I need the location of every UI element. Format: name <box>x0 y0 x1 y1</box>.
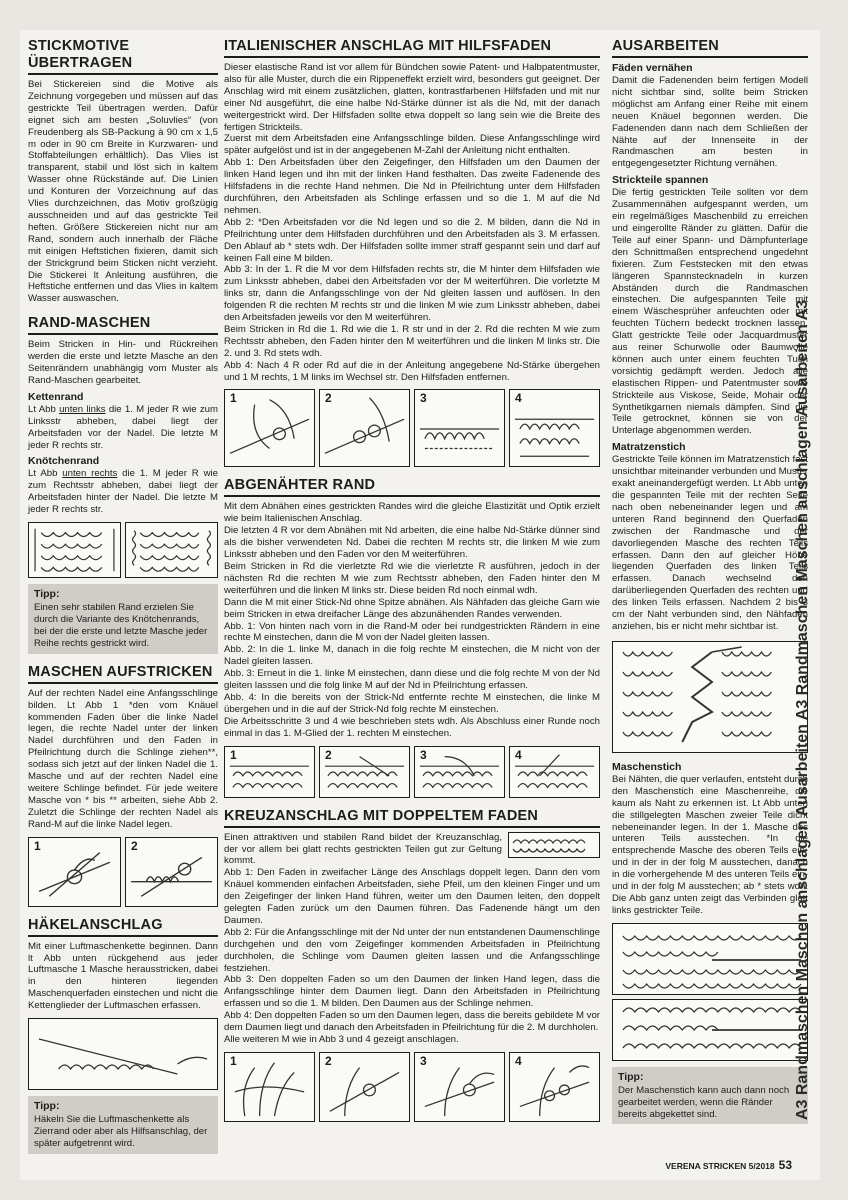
abgenaeht-step-2: 2 <box>319 746 410 798</box>
haekel-illustration <box>28 1018 218 1090</box>
maschenstich-illustration-2 <box>612 999 808 1061</box>
aufstricken-step-2: 2 <box>125 837 218 907</box>
subheading: Matratzenstich <box>612 441 686 454</box>
paragraph: Dann die M mit einer Stick-Nd ohne Spitze abnähen. Als Nähfaden das gleiche Garn wie beim Stricken in etwa dreifacher Länge des abzunähenden Randes verwenden. <box>224 596 600 620</box>
section-aufstricken <box>28 664 218 907</box>
tip-box: Tipp: Häkeln Sie die Luftmaschenkette als Zierrand oder aber als Hilfsanschlag, der später aufgetrennt wird. <box>28 1096 218 1154</box>
section-text: Mit einer Luftmaschenkette beginnen. Dann lt Abb unten rückgehend aus jeder Luftmasche 1 Masche herausstricken, dabei in den hinteren liegenden Maschenquerfaden einstechen und nicht die Kettenglieder der Luftmaschen erfassen. <box>28 940 218 1012</box>
section-text: Beim Stricken in Hin- und Rückreihen werden die erste und letzte Masche an den Seitenrändern unabhängig vom Muster als Rand-Maschen gearbeitet. <box>28 339 218 386</box>
page-footer <box>665 1158 792 1172</box>
kreuzanschlag-step-3: 3 <box>414 1052 505 1122</box>
paragraph: Abb 4: Den doppelten Faden so um den Daumen legen, dass die bereits gebildete M vor dem Daumen liegt und danach den Arbeitsfaden in Pfeilrichtung für die 2. M durchholen. <box>224 1010 600 1034</box>
subheading: Knötchenrand <box>28 455 100 468</box>
page-number: 53 <box>778 1158 792 1172</box>
tip-text: Häkeln Sie die Luftmaschenkette als Zierrand oder aber als Hilfsanschlag, der später aufgetrennt wird. <box>34 1114 208 1149</box>
aufstricken-illustrations <box>28 837 218 907</box>
tip-text: Der Maschenstich kann auch dann noch gearbeitet werden, wenn die Ränder bereits abgekettet sind. <box>618 1084 790 1120</box>
right-column <box>612 38 808 1124</box>
subsection-text: Lt Abb unten links die 1. M jeder R wie zum Linksstr abheben, dabei liegt der Arbeitsfaden vor der Nadel. Die letzte M jeder R rechts str. <box>28 403 218 451</box>
paragraph: Abb 1: Den Arbeitsfaden über den Zeigefinger, den Hilfsfaden um den Daumen der linken Hand legen und ihn mit der linken Hand festhalten. Das zweite Fadenende des Hilfsfadens in die rechte Hand nehmen. Die Nd in Pfeilrichtung unter dem Hilfsfaden durchführen, den Arbeitsfaden als Schlinge erfassen und so die 1. M auf die Nd nehmen. <box>224 157 600 216</box>
subheading: Maschenstich <box>612 760 682 773</box>
paragraph: Beim Stricken in Rd die vierletzte Rd wie die vierletzte R ausführen, jedoch in der nächsten Rd die rechten M wie zum Rechtsstr abheben, den Faden hinter den M weiterführen und die linken M links str. Diese beiden Rd noch einmal wdh. <box>224 561 600 596</box>
section-text: Bei Stickereien sind die Motive als Zeichnung vorgegeben und müssen auf das gestrickte Teil übertragen werden. Dafür eignet sich am besten „Soluvlies“ (von Freudenberg als SB-Packung à 90 cm x 1,5 m oder in 90 cm Breite in Kurzwaren- und Stoffabteilungen erhältlich). Das Vlies ist transparent, stabil und löst sich in kaltem Wasser ohne Rückstände auf. Die Linien und Konturen der Vorzeichnung auf das Vlies durchzeichnen, das Motiv großzügig ausschneiden und auf das gestrickte Teil heften. Größere Stickereien nicht nur am Rand, sondern auch innerhalb der Fläche mit einigen Heftstichen fixieren, damit sich der Strickgrund beim Sticken nicht verzieht. Die Stickerei lt Anleitung ausführen, die Heftstiche entfernen und das Vlies in kaltem Wasser auswaschen. <box>28 79 218 305</box>
section-randmaschen <box>28 315 218 654</box>
middle-column <box>224 38 600 1132</box>
paragraph: Zuerst mit dem Arbeitsfaden eine Anfangsschlinge bilden. Diese Anfangsschlinge wird später aufgelöst und ist in der angegebenen M-Zahl der Anleitung nicht enthalten. <box>224 133 600 157</box>
italienisch-step-4: 4 <box>509 389 600 467</box>
abgenaeht-step-3: 3 <box>414 746 505 798</box>
paragraph: Beim Stricken in Rd die 1. Rd wie die 1. R str und in der 2. Rd die rechten M wie zum Rechtsstr abheben, den Faden hinter den M weiterführen und die linken M links str. Die 2. und 3. Rd stets wdh. <box>224 323 600 359</box>
abgenaeht-step-1: 1 <box>224 746 315 798</box>
paragraph: Abb 3: In der 1. R die M vor dem Hilfsfaden rechts str, die M hinter dem Hilfsfaden wie zum Linksstr abheben, dabei den Arbeitsfaden vor der M weiterführen. Die vorletzte M links str, dann die Anfangsschlinge von der Nd gleiten lassen und auflösen. In den folgenden R die rechten M rechts str und die linken M wie zum Linksstr abheben, dabei den Arbeitsfaden jeweils vor den M weiterführen. <box>224 264 600 324</box>
paragraph: Abb 3: Den doppelten Faden so um den Daumen der linken Hand legen, dass die Anfangsschlinge hinter dem Daumen liegt. Dann den Arbeitsfaden in Pfeilrichtung erfassen und so die 1. M bilden. Den Daumen aus der Schlinge nehmen. <box>224 974 600 1010</box>
subsection-text: Lt Abb unten rechts die 1. M jeder R wie zum Rechtsstr abheben, dabei liegt der Arbeitsfaden hinter der Nadel. Die letzte M jeder R rechts str. <box>28 468 218 516</box>
section-title: KREUZANSCHLAG MIT DOPPELTEM FADEN <box>224 808 600 828</box>
issue-label: VERENA STRICKEN 5/2018 <box>665 1161 775 1171</box>
italienisch-step-3: 3 <box>414 389 505 467</box>
paragraph: Abb 2: Für die Anfangsschlinge mit der Nd unter der nun entstandenen Daumenschlinge durchgehen und den vom Zeigefinger kommenden Arbeitsfaden in Pfeilrichtung durchholen, die Schlinge vom Daumen gleiten lassen und die Anfangsschlinge festziehen. <box>224 926 600 974</box>
subheading: Fäden vernähen <box>612 62 693 74</box>
paragraph: Die fertig gestrickten Teile sollten vor dem Zusammennähen aufgespannt werden, um ein regelmäßiges Maschenbild zu erreichen und eingerollte Ränder zu glätten. Dafür die Teile auf einer Spann- und Dämpfunterlage den Schnittmaßen entsprechend ungedehnt fixieren. Zum Feststecken mit den etwas längeren Spannstecknadeln in kurzen Abständen durch die Randmaschen einstechen. Die aufgespannten Teile mit einem Wäschesprüher anfeuchten oder mit feuchten Tüchern bedeckt trocknen lassen. Glatt gestrickte Teile oder Jacquardmuster aus reiner Schurwolle oder Baumwolle können auch unter einem feuchten Tuch vorsichtig gedämpft werden. Jedoch alle elastischen Rippen- und Patentmuster sowie Strickteile aus Viskose, Seide, Mohair oder Synthetikgarnen niemals dämpfen. Sind die Teile getrocknet, können sie von der Unterlage abgenommen werden. <box>612 187 808 437</box>
section-title: RAND-MASCHEN <box>28 315 218 335</box>
edge-stitch-illustrations <box>28 522 218 578</box>
kreuzanschlag-step-1: 1 <box>224 1052 315 1122</box>
section-haekelanschlag <box>28 917 218 1154</box>
left-column <box>28 38 218 1164</box>
paragraph: Mit dem Abnähen eines gestrickten Randes wird die gleiche Elastizität und Optik erzielt wie beim Italienischen Anschlag. <box>224 501 600 525</box>
section-italienischer-anschlag <box>224 38 600 467</box>
paragraph: Dieser elastische Rand ist vor allem für Bündchen sowie Patent- und Halbpatentmuster, also für alle Muster, durch die ein Rippeneffekt erzielt wird, besonders gut geeignet. Der Anschlag wird mit einem zusätzlichen, glatten, kontrastfarbenen Hilfsfaden und mit nur einer Nd ausgeführt, die eine halbe Nd-Stärke dünner ist als die Nd, mit der danach weitergestrickt wird. Der Hilfsfaden sollte etwa doppelt so lang sein wie die Breite des fertigen Strickteils. <box>224 62 600 133</box>
paragraph: Abb. 2: In die 1. linke M, danach in die folg rechte M einstechen, die M nicht von der Nadel gleiten lassen. <box>224 644 600 668</box>
tip-text: Einen sehr stabilen Rand erzielen Sie durch die Variante des Knötchenrands, bei der die erste und letzte Masche jeder Reihe rechts gestrickt wird. <box>34 602 208 649</box>
paragraph: Abb 2: *Den Arbeitsfaden vor die Nd legen und so die 2. M bilden, dann die Nd in Pfeilrichtung unter dem Hilfsfaden durchführen und den Arbeitsfaden als 3. M erfassen. Den Ablauf ab * stets wdh. Der Hilfsfaden sollte immer straff gespannt sein und darf auf keinen Fall eine M bilden. <box>224 216 600 264</box>
kreuzanschlag-edge-illustration <box>508 832 600 858</box>
paragraph: Gestrickte Teile können im Matratzenstich fast unsichtbar miteinander verbunden und Muster exakt aneinandergefügt werden. Lt Abb unten die gespannten Teile mit der rechten Seite nach oben nebeneinander legen und am unteren Rand beginnend den Querfaden zwischen der Randmasche und der davorliegenden Masche des rechten Teils erfassen. Dann den auf gleicher Höhe liegenden Querfaden des linken Teils erfassen. Danach wechselnd den darüberliegenden Querfaden des rechten und des linken Teils erfassen. Nachdem 2 bis 3 cm der Naht verbunden sind, den Nähfaden anziehen, bis er nicht mehr sichtbar ist. <box>612 454 808 632</box>
paragraph: Abb. 1: Von hinten nach vorn in die Rand-M oder bei rundgestrickten Rändern in eine rechte M einstechen, dann die M von der Nadel gleiten lassen. <box>224 620 600 644</box>
kreuzanschlag-step-2: 2 <box>319 1052 410 1122</box>
abgenaeht-step-4: 4 <box>509 746 600 798</box>
paragraph: Damit die Fadenenden beim fertigen Modell nicht sichtbar sind, sollte beim Stricken möglichst am Anfang einer Reihe mit einem neuen Knäuel begonnen werden. Die Fadenenden dann nach dem Schließen der Nähte auf der Innenseite in der Randmaschen am besten in entgegengesetzter Richtung vernähen. <box>612 75 808 170</box>
abgenaeht-illustrations <box>224 746 600 798</box>
section-abgenaehter-rand <box>224 477 600 797</box>
section-title: STICKMOTIVE ÜBERTRAGEN <box>28 38 218 75</box>
section-text: Auf der rechten Nadel eine Anfangsschlinge bilden. Lt Abb 1 *den vom Knäuel kommenden Faden über die linke Nadel legen, die rechte Nadel unter der linken Nadel durchführen und den Faden in Pfeilrichtung durch die Schlinge ziehen**, sodass sich jetzt auf der linken Nadel die 1. Masche und auf der rechten Nadel eine weitere Schlinge befindet. Für jede weitere Masche von * bis ** arbeiten, siehe Abb 2. Zuletzt die Schlinge der rechten Nadel als Rand-M auf die linke Nadel legen. <box>28 687 218 830</box>
paragraph: Die Arbeitsschritte 3 und 4 wie beschrieben stets wdh. Als Abschluss einer Runde noch einmal in das 1. M-Glied der 1. rechten M einstechen. <box>224 715 600 739</box>
paragraph: Alle weiteren M wie in Abb 3 und 4 gezeigt anschlagen. <box>224 1034 459 1045</box>
kreuzanschlag-step-4: 4 <box>509 1052 600 1122</box>
knot-edge-illustration <box>125 522 218 578</box>
italienisch-step-1: 1 <box>224 389 315 467</box>
section-title: ITALIENISCHER ANSCHLAG MIT HILFSFADEN <box>224 38 600 58</box>
paragraph: Abb. 4: In die bereits von der Strick-Nd entfernte rechte M einstechen, die linke M übergehen und in die auf der Strick-Nd folg rechte M einstechen. <box>224 691 600 715</box>
section-stickmotive <box>28 38 218 305</box>
matratzenstich-illustration <box>612 641 808 753</box>
subheading: Kettenrand <box>28 390 84 403</box>
section-title: ABGENÄHTER RAND <box>224 477 600 497</box>
paragraph: Abb 1: Den Faden in zweifacher Länge des Anschlags doppelt legen. Dann den vom Knäuel kommenden einfachen Arbeitsfaden, siehe Pfeil, um den kleinen Finger und um den Zeigefinger der linken Hand führen, weiter um den Daumen leiten, den doppelt gelegten Faden zurück um den Daumen führen. Das Fadenende hängt um den Daumen. <box>224 867 600 926</box>
section-title: AUSARBEITEN <box>612 38 808 58</box>
paragraph: Bei Nähten, die quer verlaufen, entsteht durch den Maschenstich eine Maschenreihe, die kaum als Naht zu erkennen ist. Lt Abb unten die stillgelegten Maschen zweier Teile dicht nebeneinander legen. In der 1. Masche des unteren Teils ausstechen. *In die entsprechende Masche des oberen Teils ein- und in der in der folg M ausstechen, danach in die vorhergehende M des unteren Teils ein- und in der folg M ausstechen; ab * stets wdh. Die Abb ganz unten zeigt das Verbinden glatt links gestrickter Teile. <box>612 773 808 916</box>
italienisch-step-2: 2 <box>319 389 410 467</box>
paragraph: Abb 4: Nach 4 R oder Rd auf die in der Anleitung angegebene Nd-Stärke übergehen und 1 M rechts, 1 M links im Wechsel str. Den Hilfsfaden entfernen. <box>224 359 600 383</box>
tip-box: Tipp: Der Maschenstich kann auch dann noch gearbeitet werden, wenn die Ränder bereits abgekettet sind. <box>612 1067 808 1125</box>
chain-edge-illustration <box>28 522 121 578</box>
section-kreuzanschlag <box>224 808 600 1122</box>
paragraph: Abb. 3: Erneut in die 1. linke M einstechen, dann diese und die folg rechte M von der Nd gleiten lasssen und die folg linke M auf der Nd in Pfeilrichtung erfassen. <box>224 668 600 692</box>
maschenstich-illustration-1 <box>612 923 808 995</box>
section-title: MASCHEN AUFSTRICKEN <box>28 664 218 684</box>
italienisch-illustrations <box>224 389 600 467</box>
tip-box: Tipp: Einen sehr stabilen Rand erzielen Sie durch die Variante des Knötchenrands, bei der die erste und letzte Masche jeder Reihe rechts gestrickt wird. <box>28 584 218 654</box>
paragraph: Die letzten 4 R vor dem Abnähen mit Nd arbeiten, die eine halbe Nd-Stärke dünner sind als die bisher verwendeten Nd. Dabei die rechten M rechts str, die linken M wie zum Linksstr abheben und den Faden vor den M weiterführen. <box>224 525 600 561</box>
subheading: Strickteile spannen <box>612 174 709 187</box>
section-sidebar-label: A3 Randmaschen Maschen anschlagen Ausarbeiten A3 Randmaschen Maschen anschlagen Ausarbeiten A3 <box>794 299 811 1121</box>
section-title: HÄKELANSCHLAG <box>28 917 218 937</box>
kreuzanschlag-illustrations <box>224 1052 600 1122</box>
magazine-page <box>20 30 820 1180</box>
paragraph: Einen attraktiven und stabilen Rand bildet der Kreuzanschlag, der vor allem bei glatt rechts gestrickten Teilen gut zur Geltung kommt. <box>224 831 502 867</box>
aufstricken-step-1: 1 <box>28 837 121 907</box>
